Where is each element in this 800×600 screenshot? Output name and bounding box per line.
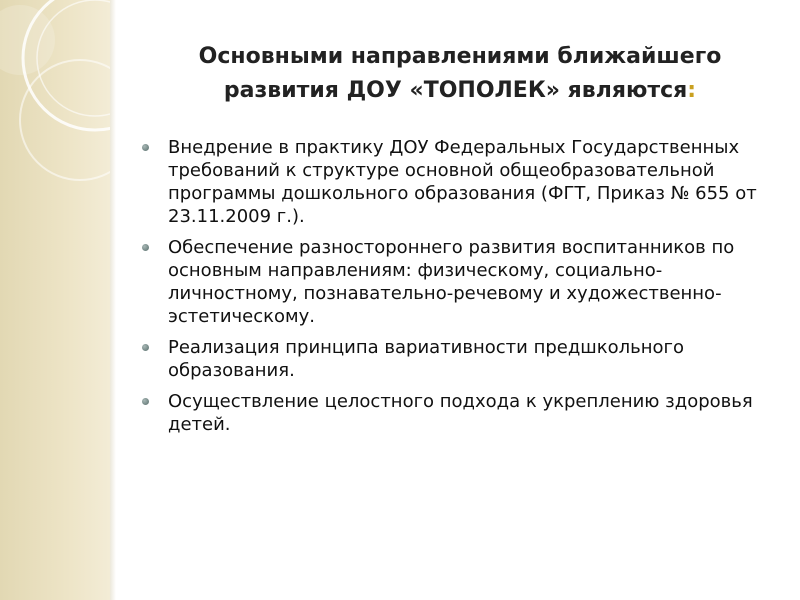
bullet-item [140,236,780,328]
side-band-shadow [110,0,116,600]
bullet-text: Реализация принципа вариативности предшкольного образования. [168,337,684,381]
slide-title [140,40,780,108]
round-bullet-icon [142,244,149,251]
bullet-text: Обеспечение разностороннего развития воспитанников по основным направлениям: физическому, социально-личностному, познавательно-речевому и художественно-эстетическому. [168,237,735,327]
decorative-circles-icon [0,0,110,600]
bullet-item [140,136,780,228]
bullet-text: Осуществление целостного подхода к укреплению здоровья детей. [168,391,753,435]
bullet-item [140,336,780,382]
bullet-item [140,390,780,436]
bullet-list [140,136,780,444]
slide-title-text: Основными направлениями ближайшего развития ДОУ «ТОПОЛЕК» являются [198,44,722,103]
round-bullet-icon [142,398,149,405]
round-bullet-icon [142,144,149,151]
slide-title-colon: : [687,78,697,103]
decorative-side-band [0,0,110,600]
round-bullet-icon [142,344,149,351]
bullet-text: Внедрение в практику ДОУ Федеральных Государственных требований к структуре основной общеобразовательной программы дошкольного образования (ФГТ, Приказ № 655 от 23.11.2009 г.). [168,137,757,227]
